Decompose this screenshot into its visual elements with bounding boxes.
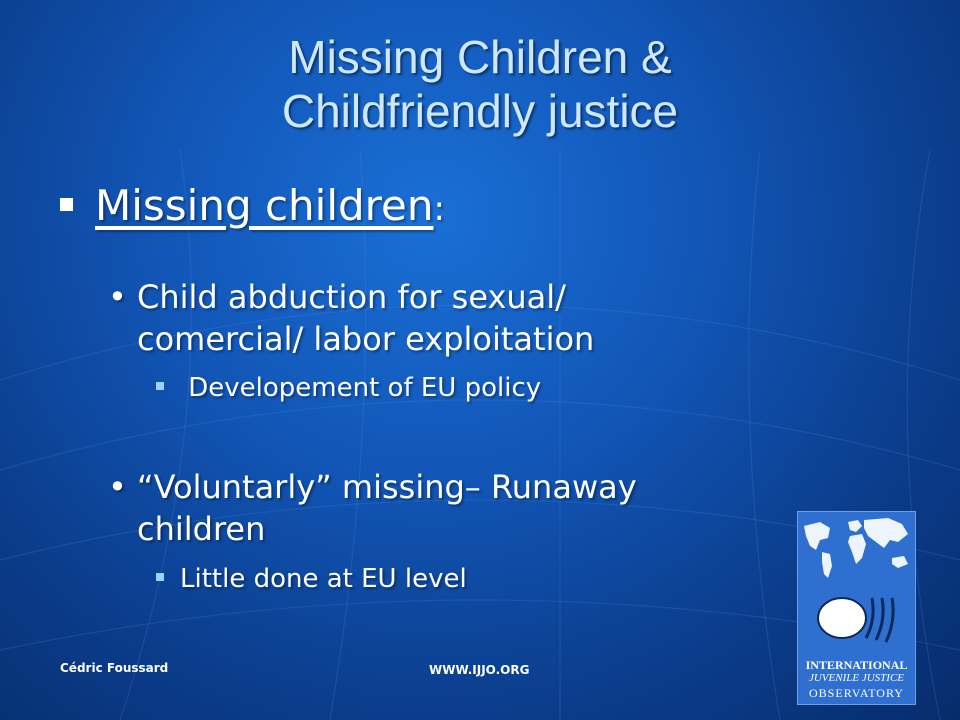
bullet-dot-icon: • <box>108 278 127 316</box>
footer-author: Cédric Foussard <box>60 661 169 675</box>
square-bullet-icon <box>156 382 164 390</box>
logo-text-line-2: JUVENILE JUSTICE <box>808 672 904 684</box>
title-line-1: Missing Children & <box>288 31 672 83</box>
sub-list-item-text: Little done at EU level <box>180 564 467 594</box>
heading-bullet <box>60 180 445 235</box>
list-item-line-2: children <box>137 510 266 548</box>
list-item <box>108 466 637 550</box>
slide-title <box>0 30 960 138</box>
bullet-dot-icon: • <box>108 468 127 506</box>
list-item-line-1: Child abduction for sexual/ <box>137 278 566 316</box>
ijjo-emblem-icon <box>808 590 904 646</box>
sub-list-item <box>156 372 541 404</box>
sub-list-item <box>156 563 467 595</box>
logo-text-line-1: INTERNATIONAL <box>805 658 908 672</box>
title-line-2: Childfriendly justice <box>281 85 679 137</box>
logo-text-line-3: OBSERVATORY <box>809 686 904 700</box>
square-bullet-icon <box>60 198 73 211</box>
list-item <box>108 276 594 360</box>
heading-colon: : <box>433 189 445 229</box>
ijjo-logo <box>797 511 916 705</box>
footer-url: WWW.IJJO.ORG <box>429 663 530 677</box>
world-map-icon <box>798 512 915 592</box>
list-item-line-2: comercial/ labor exploitation <box>137 320 595 358</box>
sub-list-item-text: Developement of EU policy <box>180 373 542 403</box>
square-bullet-icon <box>156 573 164 581</box>
list-item-line-1: “Voluntarly” missing– Runaway <box>137 468 637 506</box>
heading-text: Missing children <box>95 181 434 230</box>
